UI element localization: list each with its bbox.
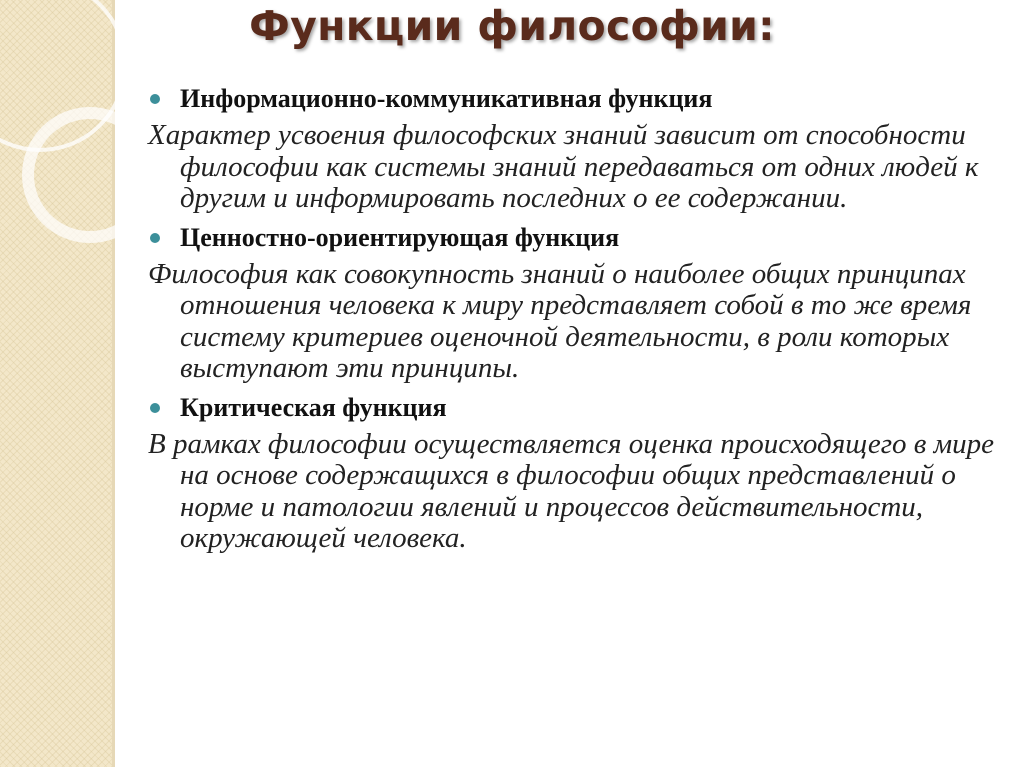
slide-title: Функции философии: [249, 2, 775, 50]
section-heading-informational [148, 82, 1008, 116]
section-heading-value [148, 221, 1008, 255]
section-heading-text: Ценностно-ориентирующая функция [180, 222, 620, 252]
section-heading-text: Информационно-коммуникативная функция [180, 84, 713, 113]
slide-content [148, 80, 1008, 561]
bullet-icon [150, 233, 160, 243]
section-heading-critical [148, 391, 1008, 425]
section-text-critical: В рамках философии осуществляется оценка происходящего в мире на основе содержащихся в философии общих представлений о норме и патологии явлений и процессов действительности, окружающей человека. [148, 427, 994, 554]
section-text-informational: Характер усвоения философских знаний зависит от способности философии как системы знаний передаваться от одних людей к другим и информировать последних о ее содержании. [148, 119, 979, 214]
bullet-icon [150, 403, 160, 413]
section-heading-text: Критическая функция [180, 392, 447, 422]
section-text-value: Философия как совокупность знаний о наиболее общих принципах отношения человека к миру представляет собой в то же время систему критериев оценочной деятельности, в роли которых выступают эти принципы. [148, 257, 972, 384]
bullet-icon [150, 94, 160, 104]
